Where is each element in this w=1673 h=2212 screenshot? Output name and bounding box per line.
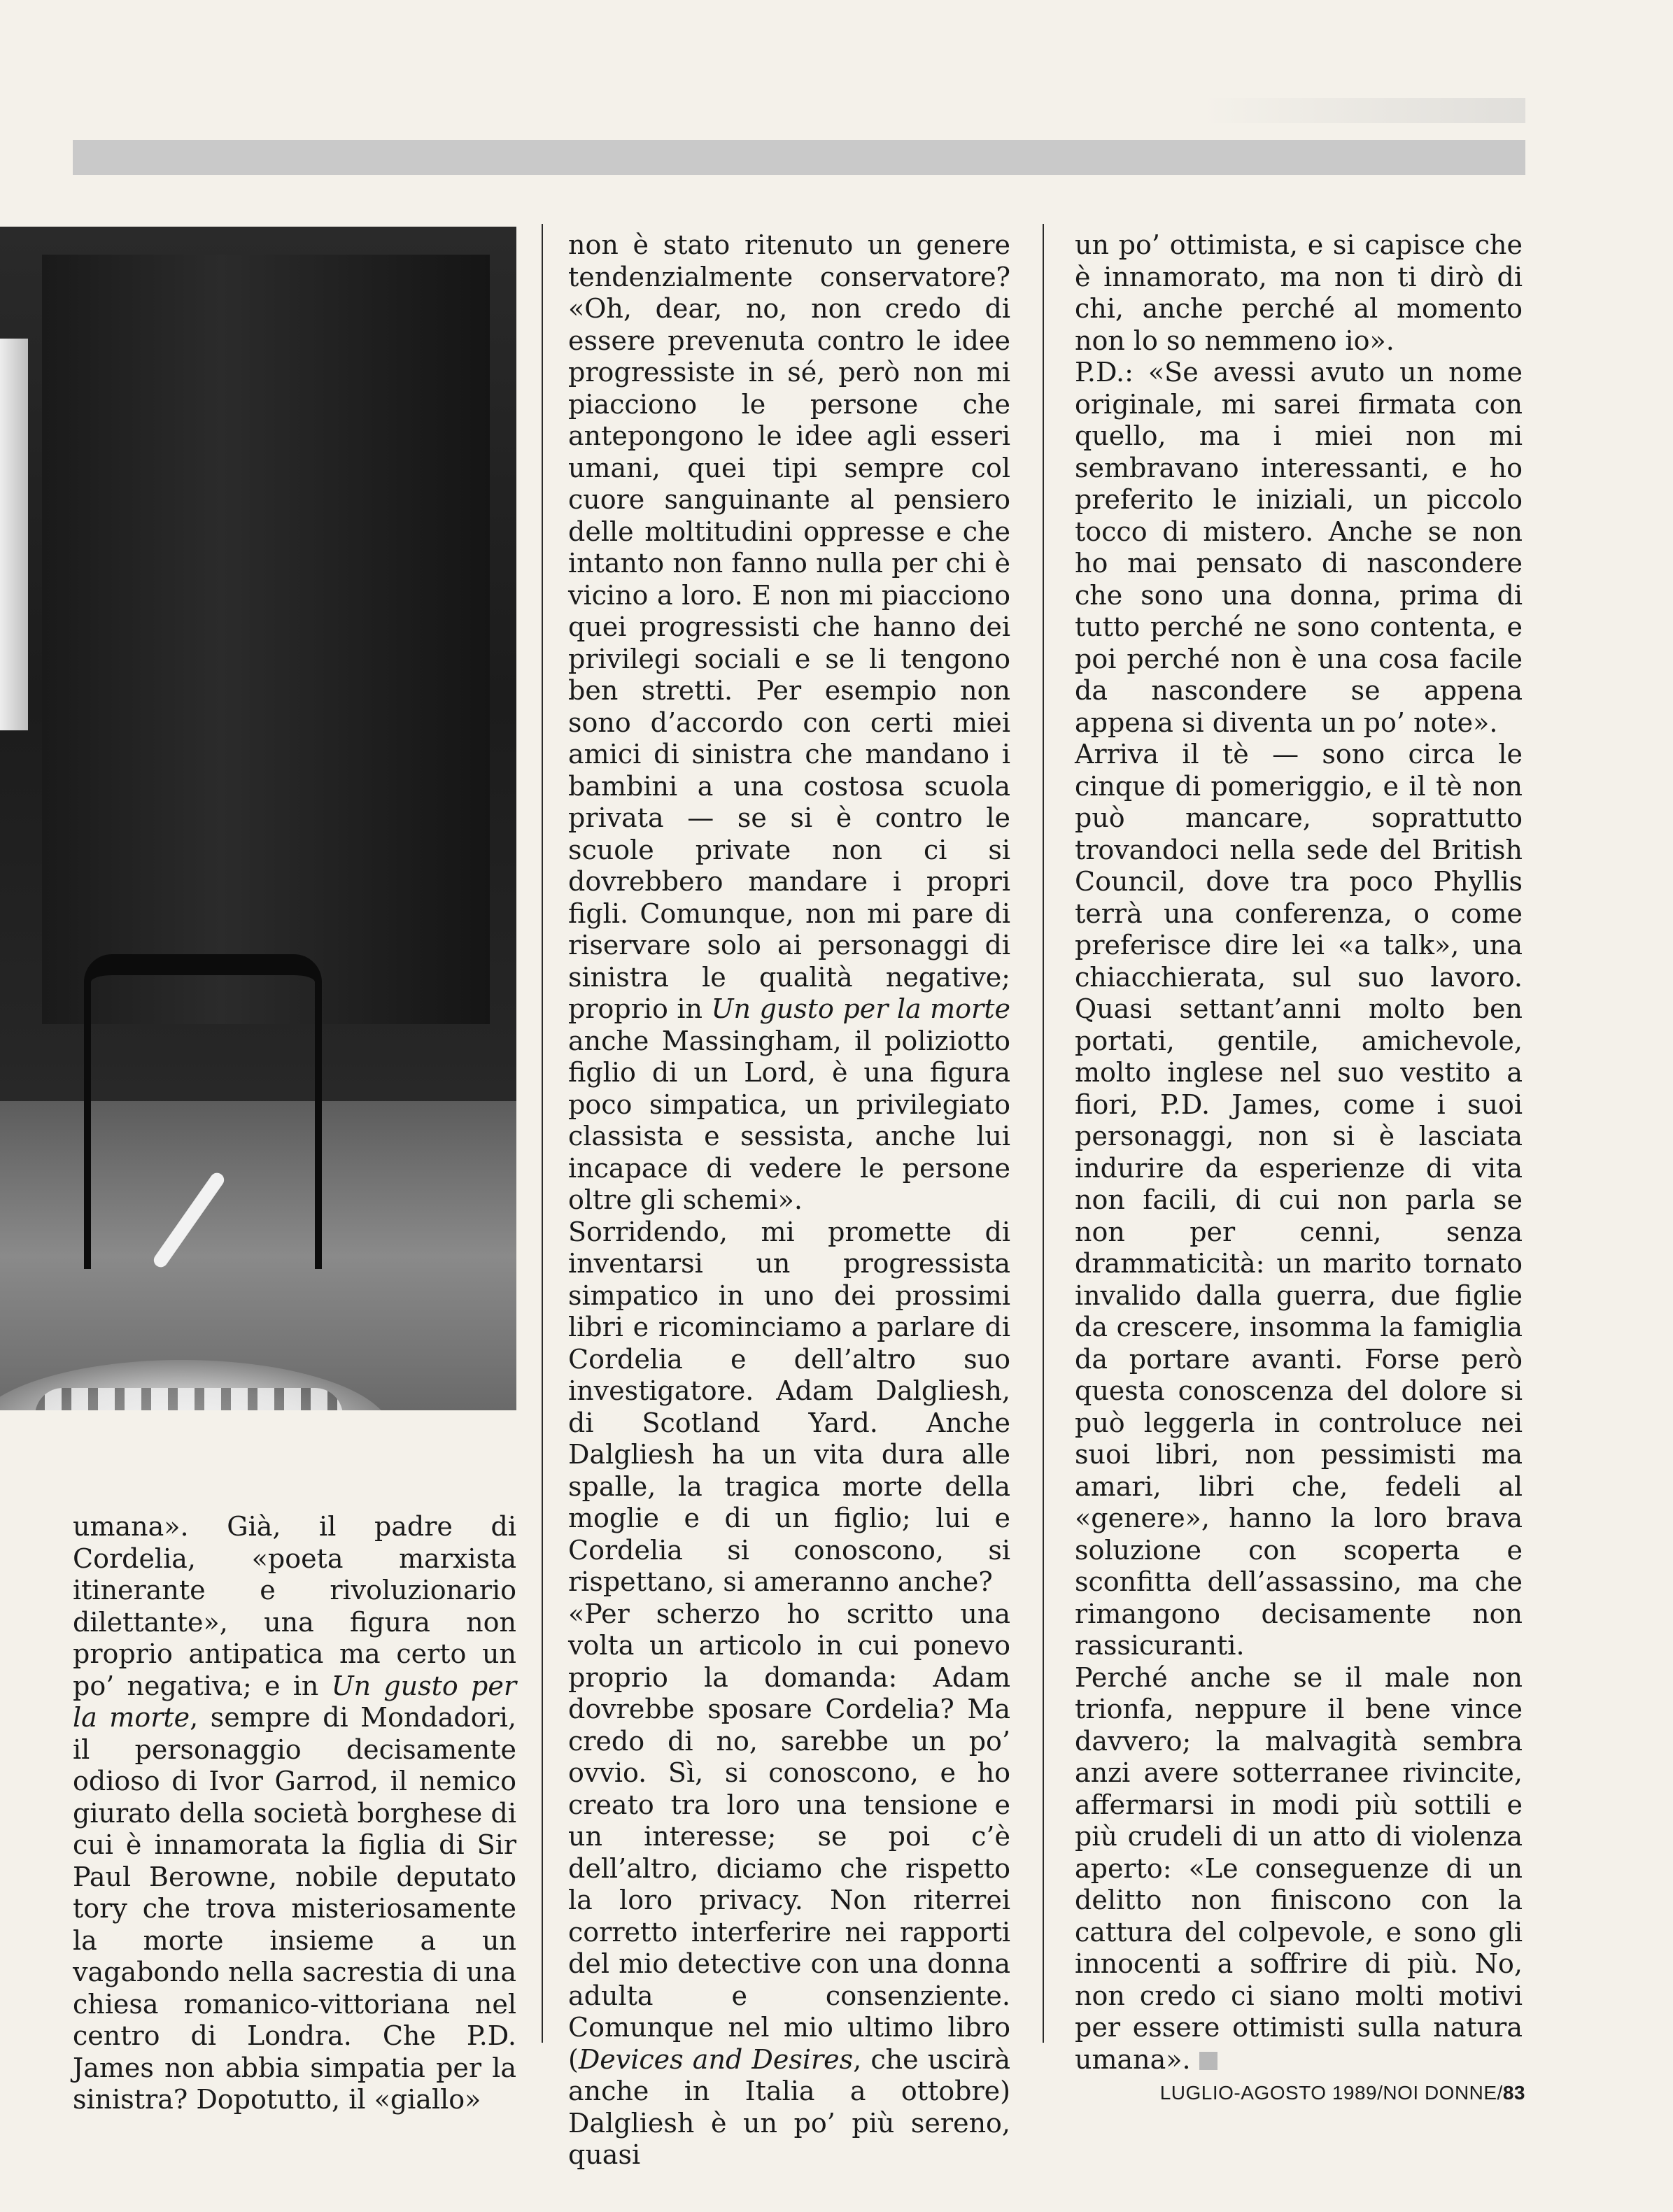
left-p1-text-a: umana». Già, il padre di Cordelia, «poeta marxista itinerante e rivoluzionario dilettante», una figura non proprio antipatica ma certo un po’ negativa; e in — [73, 1511, 516, 1701]
book-title-devices: Devices and Desires — [578, 2043, 854, 2075]
left-p1-text-b: , sempre di Mondadori, il personaggio decisamente odioso di Ivor Garrod, il nemico giurato della società borghese di cui è innamorata la figlia di Sir Paul Berowne, nobile deputato tory che trova misteriosamente la morte insieme a un vagabondo nella sacrestia di una chiesa romanico-vittoriana nel centro di Londra. Che P.D. James non abbia simpatia per la sinistra? Dopotutto, il «giallo» — [73, 1702, 516, 2115]
photo-chair — [84, 954, 322, 1269]
interior-photo — [0, 227, 516, 1410]
mid-paragraph-1 — [568, 229, 1010, 1217]
header-grey-bar — [73, 140, 1525, 175]
right-paragraph-3: Arriva il tè — sono circa le cinque di pomeriggio, e il tè non può mancare, soprattutto trovandoci nella sede del British Council, dove tra poco Phyllis terrà una conferenza, o come preferisce dire lei «a talk», una chiacchierata, sul suo lavoro. Quasi settant’anni molto ben portati, gentile, amichevole, molto inglese nel suo vestito a fiori, P.D. James, come i suoi personaggi, non si è lasciata indurire da esperienze di vita non facili, di cui non parla se non per cenni, senza drammaticità: un marito tornato invalido dalla guerra, due figlie da crescere, insomma la famiglia da portare avanti. Forse però questa conoscenza del dolore si può leggerla in controluce nei suoi libri, non pessimisti ma amari, libri che, fedeli al «genere», hanno la loro brava soluzione con scoperta e sconfitta dell’assassino, ma che rimangono decisamente non rassicuranti. — [1075, 739, 1523, 1661]
footer-issue-label: LUGLIO-AGOSTO 1989/NOI DONNE/ — [1159, 2082, 1503, 2104]
photo-wall — [42, 255, 490, 1024]
header-faint-band — [1203, 98, 1525, 123]
mid-p1-text-a: non è stato ritenuto un genere tendenzialmente conservatore? «Oh, dear, no, non credo di essere prevenuta contro le idee progressiste in sé, però non mi piacciono le persone che antepongono le idee agli esseri umani, quei tipi sempre col cuore sanguinante al pensiero delle moltitudini oppresse e che intanto non fanno nulla per chi è vicino a loro. E non mi piacciono quei progressisti che hanno dei privilegi sociali e se li tengono ben stretti. Per esempio non sono d’accordo con certi miei amici di sinistra che mandano i bambini a una costosa scuola privata — se si è contro le scuole private non ci si dovrebbero mandare i propri figli. Comunque, non mi pare di riservare solo ai personaggi di sinistra le qualità negative; proprio in — [568, 229, 1010, 1024]
left-paragraph-1 — [73, 1511, 516, 2116]
book-title-un-gusto: Un gusto per la morte — [73, 1670, 516, 1733]
mid-paragraph-2: Sorridendo, mi promette di inventarsi un progressista simpatico in uno dei prossimi libri e ricominciamo a parlare di Cordelia e dell’altro suo investigatore. Adam Dalgliesh, di Scotland Yard. Anche Dalgliesh ha un vita dura alle spalle, la tragica morte della moglie e di un figlio; lui e Cordelia si conoscono, si rispettano, si ameranno anche? — [568, 1216, 1010, 1597]
right-paragraph-1: un po’ ottimista, e si capisce che è innamorato, ma non ti dirò di chi, anche perché al momento non lo so nemmeno io». — [1075, 229, 1523, 356]
column-rule-1 — [542, 224, 543, 2043]
photo-solitaire-pegs — [35, 1388, 343, 1410]
column-rule-2 — [1043, 224, 1044, 2043]
footer-page-number: 83 — [1502, 2082, 1525, 2104]
mid-paragraph-3 — [568, 1598, 1010, 2171]
article-column-middle — [568, 229, 1010, 2171]
right-paragraph-2: P.D.: «Se avessi avuto un nome originale, mi sarei firmata con quello, ma i miei non mi sembravano interessanti, e ho preferito le iniziali, un piccolo tocco di mistero. Anche se non ho mai pensato di nascondere che sono una donna, prima di tutto perché ne sono contenta, e poi perché non è una cosa facile da nascondere se appena appena si diventa un po’ note». — [1075, 357, 1523, 738]
article-column-left — [73, 1511, 516, 2116]
mid-p3-text-a: «Per scherzo ho scritto una volta un articolo in cui ponevo proprio la domanda: Adam dovrebbe sposare Cordelia? Ma credo di no, sarebbe un po’ ovvio. Sì, si conoscono, e ho creato tra loro una tensione e un interesse; se poi c’è dell’altro, diciamo che rispetto la loro privacy. Non riterrei corretto interferire nei rapporti del mio detective con una donna adulta e consenziente. Comunque nel mio ultimo libro ( — [568, 1598, 1010, 2075]
page-footer — [1120, 2082, 1525, 2104]
mid-p3-text-b: , che uscirà anche in Italia a ottobre) Dalgliesh è un po’ più sereno, quasi — [568, 2043, 1010, 2170]
right-paragraph-4 — [1075, 1662, 1523, 2076]
mid-p1-text-b: anche Massingham, il poliziotto figlio di un Lord, è una figura poco simpatica, un privilegiato classista e sessista, anche lui incapace di vedere le persone oltre gli schemi». — [568, 1025, 1010, 1215]
photo-door-light — [0, 339, 28, 730]
right-p4-text: Perché anche se il male non trionfa, neppure il bene vince davvero; la malvagità sembra anzi avere sotterranee rivincite, affermarsi in modi più sottili e più crudeli di un atto di violenza aperto: «Le conseguenze di un delitto non finiscono con la cattura del colpevole, e sono gli innocenti a soffrire di più. No, non credo ci siano molti motivi per essere ottimisti sulla natura umana». — [1075, 1661, 1523, 2075]
end-of-article-square-icon — [1199, 2052, 1217, 2070]
article-column-right — [1075, 229, 1523, 2076]
book-title-un-gusto-2: Un gusto per la morte — [711, 993, 1010, 1024]
